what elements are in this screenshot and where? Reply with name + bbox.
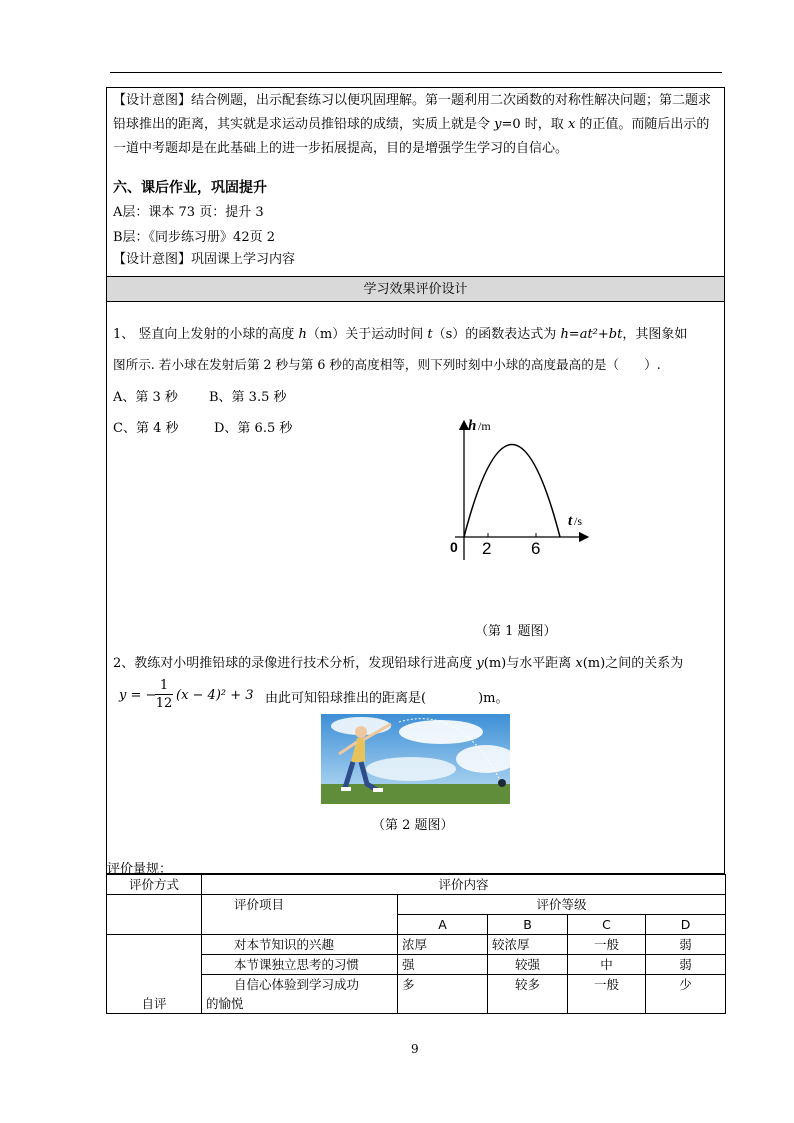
var-x: x [567, 117, 576, 132]
rubric-table [106, 874, 726, 1014]
q2-text-a: 2、教练对小明推铅球的录像进行技术分析，发现铅球行进高度 [113, 656, 477, 671]
formula-y: y [119, 688, 127, 703]
q1-text-b: 的函数表达式为 [465, 327, 561, 342]
row2-grade-a: 强 [398, 955, 488, 975]
design-intent-paragraph [113, 89, 718, 161]
q1-option-b: B、第 3.5 秒 [209, 390, 287, 405]
row2-grade-d: 弱 [646, 955, 726, 975]
homework-level-b: B层：《同步练习册》42页 2 [113, 230, 275, 245]
row2-grade-c: 中 [568, 955, 646, 975]
q1-option-c: C、第 4 秒 [113, 421, 179, 436]
q1-option-a: A、第 3 秒 [113, 390, 178, 405]
q1-formula: h=at²+bt [560, 327, 623, 342]
graph-x-unit: /s [574, 514, 583, 528]
graph-y-unit: /m [478, 419, 491, 433]
formula-denominator: 12 [155, 696, 173, 711]
q1-option-d: D、第 6.5 秒 [214, 421, 293, 436]
col-method-header: 评价方式 [107, 875, 202, 895]
shot-put-photo [321, 714, 510, 804]
questions-section [106, 302, 725, 877]
homework-level-a: A层：课本 73 页：提升 3 [113, 205, 264, 220]
intent-bracket: 【设计意图】 [113, 252, 192, 267]
row1-item: 对本节知识的兴趣 [202, 935, 398, 955]
row3-grade-c: 一般 [568, 975, 646, 1014]
row1-grade-c: 一般 [568, 935, 646, 955]
col-content-header: 评价内容 [202, 875, 726, 895]
q1-text-a: 1、 竖直向上发射的小球的高度 [113, 327, 299, 342]
intent-text: 巩固课上学习内容 [191, 252, 296, 267]
level-d: D [646, 915, 726, 935]
q1-unit-m: （m） [306, 327, 346, 342]
row3-item-line2: 的愉悦 [206, 996, 244, 1011]
row2-grade-b: 较强 [488, 955, 568, 975]
design-intent-text-b: 的正值。而随后出示的一道中考题却是在此基础上的进一步拓展提高，目的是增强学生学习的自信心。 [113, 117, 710, 156]
q1-text-c: ，其图象如 [622, 327, 688, 342]
var-y: y [494, 117, 502, 132]
level-c: C [568, 915, 646, 935]
q1-var-h: h [298, 327, 307, 342]
graph-origin: 0 [450, 539, 458, 555]
level-a: A [398, 915, 488, 935]
q2-caption: （第 2 题图） [372, 818, 454, 833]
row1-grade-b: 较浓厚 [488, 935, 568, 955]
q2-text-m1: (m)与水平距离 [483, 656, 576, 671]
q1-var-t: t [427, 327, 433, 342]
row2-item: 本节课独立思考的习惯 [202, 955, 398, 975]
formula-eq: = − [126, 688, 157, 703]
row3-grade-d: 少 [646, 975, 726, 1014]
level-b: B [488, 915, 568, 935]
section-title: 学习效果评价设计 [106, 277, 725, 302]
homework-section [106, 87, 725, 277]
formula-rest: (x − 4)² + 3 [176, 688, 254, 703]
graph-x-var: t [568, 513, 573, 529]
row3-item [202, 975, 398, 1014]
empty-cell [107, 895, 202, 935]
row3-grade-b: 较多 [488, 975, 568, 1014]
q2-var-y: y [476, 656, 484, 671]
q1-line1 [113, 323, 687, 342]
q2-line1 [113, 652, 683, 671]
rubric-label: 评价量规： [107, 862, 173, 877]
design-intent-bracket: 【设计意图】 [113, 93, 192, 108]
formula-numerator: 1 [159, 678, 169, 693]
q1-parabola-graph [447, 417, 592, 567]
self-eval-cell: 自评 [107, 935, 202, 1014]
row3-grade-a: 多 [398, 975, 488, 1014]
parabola-curve [464, 445, 560, 538]
q1-line2: 图所示. 若小球在发射后第 2 秒与第 6 秒的高度相等，则下列时刻中小球的高度最高的是（ ）. [113, 357, 661, 372]
col-level-header: 评价等级 [398, 895, 726, 915]
header-rule [110, 72, 722, 73]
page-number: 9 [411, 1042, 419, 1056]
lesson-table [106, 87, 725, 1014]
homework-design-intent [113, 251, 718, 269]
design-intent-eq: =0 时，取 [501, 117, 568, 132]
q2-text-m2: (m)之间的关系为 [582, 656, 684, 671]
homework-heading: 六、课后作业，巩固提升 [113, 180, 267, 196]
q1-text-mid: 关于运动时间 [345, 327, 428, 342]
row1-grade-d: 弱 [646, 935, 726, 955]
graph-tick-label-2: 2 [482, 539, 492, 558]
row3-item-line1: 自信心体验到学习成功 [234, 977, 360, 992]
col-item-header: 评价项目 [202, 895, 398, 935]
q2-var-x: x [575, 656, 583, 671]
graph-y-var: h [468, 418, 477, 434]
row1-grade-a: 浓厚 [398, 935, 488, 955]
q1-caption: （第 1 题图） [475, 624, 557, 639]
graph-tick-label-6: 6 [531, 539, 541, 558]
q2-line2: 由此可知铅球推出的距离是( )m。 [265, 691, 509, 706]
design-intent-text-a: 结合例题，出示配套练习以便巩固理解。第一题利用二次函数的对称性解决问题；第二题求铅球推出的距离，其实就是求运动员推铅球的成绩，实质上就是令 [113, 93, 712, 132]
q1-unit-s: （s） [432, 327, 466, 342]
